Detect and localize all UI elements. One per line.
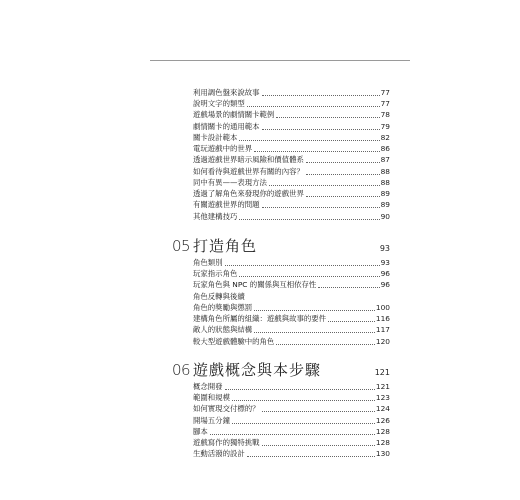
toc-entry bbox=[193, 257, 390, 268]
toc-entry-title: 遊戲場景的劇情關卡範例 bbox=[193, 110, 275, 119]
leader-dots bbox=[262, 129, 380, 130]
toc-entry-title: 說明文字的類型 bbox=[193, 99, 245, 108]
toc-entry-title: 關卡設計範本 bbox=[193, 133, 238, 142]
toc-entry-title: 玩家指示角色 bbox=[193, 269, 238, 278]
toc-entry-page: 88 bbox=[380, 178, 390, 187]
toc-entry-page: 124 bbox=[375, 404, 390, 413]
toc-entry bbox=[193, 98, 390, 109]
leader-dots bbox=[239, 276, 379, 277]
leader-dots bbox=[262, 207, 380, 208]
chapter-heading bbox=[172, 233, 390, 255]
toc-entry bbox=[193, 177, 390, 188]
toc-entry-title: 範圍和規模 bbox=[193, 393, 230, 402]
leader-dots bbox=[254, 310, 375, 311]
toc-entry bbox=[193, 87, 390, 98]
toc-entry bbox=[193, 109, 390, 120]
chapter-title: 遊戲概念與本步驟 bbox=[193, 361, 322, 379]
toc-entry-title: 腳本 bbox=[193, 427, 208, 436]
toc-entry-title: 同中有異——表現方法 bbox=[193, 178, 267, 187]
toc-entry bbox=[193, 381, 390, 392]
leader-dots bbox=[239, 219, 379, 220]
toc-entry bbox=[193, 154, 390, 165]
toc-entry-page: 128 bbox=[375, 427, 390, 436]
toc-entry bbox=[193, 324, 390, 335]
toc-entry-title: 利用調色盤來說故事 bbox=[193, 88, 260, 97]
toc-entry-page: 78 bbox=[380, 110, 390, 119]
toc-entry-title: 角色反轉與後續 bbox=[193, 292, 245, 301]
toc-entry-title: 概念開發 bbox=[193, 382, 223, 391]
toc-entry bbox=[193, 268, 390, 279]
leader-dots bbox=[276, 117, 379, 118]
toc-entry-title: 敵人的狀態與結構 bbox=[193, 325, 253, 334]
toc-entry-title: 角色類別 bbox=[193, 258, 223, 267]
leader-dots bbox=[232, 400, 375, 401]
toc-entry-page: 86 bbox=[380, 144, 390, 153]
toc-entry-page: 89 bbox=[380, 200, 390, 209]
chapter-heading bbox=[172, 357, 390, 379]
toc-entry-title: 開場五分鐘 bbox=[193, 416, 230, 425]
leader-dots bbox=[232, 423, 375, 424]
leader-dots bbox=[306, 162, 380, 163]
toc-entry bbox=[193, 199, 390, 210]
leader-dots bbox=[239, 140, 379, 141]
toc-entry-page: 89 bbox=[380, 189, 390, 198]
toc-entry-page: 123 bbox=[375, 393, 390, 402]
toc-entry-title: 劇情關卡的通用範本 bbox=[193, 122, 260, 131]
toc-entry-page: 93 bbox=[380, 258, 390, 267]
toc-entry-page: 117 bbox=[375, 325, 390, 334]
header-rule bbox=[150, 60, 410, 61]
toc-entry-title: 透過遊戲世界暗示風險和價值體系 bbox=[193, 155, 304, 164]
toc-entry bbox=[193, 302, 390, 313]
toc-entry-page: 120 bbox=[375, 337, 390, 346]
leader-dots bbox=[262, 445, 375, 446]
leader-dots bbox=[247, 106, 380, 107]
toc-entry-title: 建構角色所屬的組織：遊戲與故事的要件 bbox=[193, 314, 327, 323]
toc-entry-page: 88 bbox=[380, 167, 390, 176]
toc-entry-page: 82 bbox=[380, 133, 390, 142]
toc-entry bbox=[193, 279, 390, 290]
toc-entry-title: 其他建構技巧 bbox=[193, 212, 238, 221]
toc-entry bbox=[193, 188, 390, 199]
toc-entry-page: 121 bbox=[375, 382, 390, 391]
leader-dots bbox=[306, 196, 380, 197]
toc-entry-title: 生動活潑的設計 bbox=[193, 449, 245, 458]
toc-entry-title: 電玩遊戲中的世界 bbox=[193, 144, 253, 153]
toc-entry bbox=[193, 121, 390, 132]
toc-entry-title: 如何看待與遊戲世界有關的內容？ bbox=[193, 167, 304, 176]
leader-dots bbox=[306, 174, 380, 175]
leader-dots bbox=[254, 151, 379, 152]
toc-entry-page: 96 bbox=[380, 269, 390, 278]
toc-entry-page: 128 bbox=[375, 438, 390, 447]
toc-entry-page: 77 bbox=[380, 99, 390, 108]
toc-entry-title: 較大型遊戲體驗中的角色 bbox=[193, 337, 275, 346]
toc-entry-page: 116 bbox=[375, 314, 390, 323]
toc-entry bbox=[193, 415, 390, 426]
toc-entry-title: 有關遊戲世界的問題 bbox=[193, 200, 260, 209]
toc-entry-page: 90 bbox=[380, 212, 390, 221]
leader-dots bbox=[247, 456, 375, 457]
toc-entry-title: 玩家角色與 NPC 的關係與互相依存性 bbox=[193, 280, 317, 289]
leader-dots bbox=[262, 411, 375, 412]
toc-entry-page: 126 bbox=[375, 416, 390, 425]
leader-dots bbox=[225, 389, 375, 390]
toc-entry bbox=[193, 143, 390, 154]
toc-entry bbox=[193, 211, 390, 222]
chapter-page: 93 bbox=[379, 244, 390, 253]
toc-entry bbox=[193, 437, 390, 448]
toc-entry-page: 130 bbox=[375, 449, 390, 458]
toc-entry-page: 100 bbox=[375, 303, 390, 312]
toc-entry bbox=[193, 336, 390, 347]
toc-entry-page: 79 bbox=[380, 122, 390, 131]
toc-entry bbox=[193, 132, 390, 143]
toc-entry bbox=[193, 448, 390, 459]
chapter-number: 06 bbox=[172, 361, 191, 379]
toc-entry-title: 如何實現交付標的？ bbox=[193, 404, 260, 413]
leader-dots bbox=[328, 321, 375, 322]
leader-dots bbox=[254, 332, 375, 333]
toc-entry bbox=[193, 166, 390, 177]
toc-entry-title: 遊戲寫作的獨特挑戰 bbox=[193, 438, 260, 447]
leader-dots bbox=[269, 185, 380, 186]
leader-dots bbox=[225, 265, 380, 266]
chapter-page: 121 bbox=[374, 368, 390, 377]
chapter-number: 05 bbox=[172, 237, 191, 255]
toc-entry-page: 96 bbox=[380, 280, 390, 289]
leader-dots bbox=[210, 434, 375, 435]
chapter-title: 打造角色 bbox=[193, 237, 258, 255]
toc-entry bbox=[193, 392, 390, 403]
toc-entry bbox=[193, 426, 390, 437]
leader-dots bbox=[276, 344, 375, 345]
leader-dots bbox=[262, 95, 380, 96]
toc-entry bbox=[193, 291, 390, 302]
toc-entry bbox=[193, 403, 390, 414]
toc-entry bbox=[193, 313, 390, 324]
toc-entry-title: 角色的獎勵與懲罰 bbox=[193, 303, 253, 312]
toc-entry-title: 透過了解角色來發現你的遊戲世界 bbox=[193, 189, 304, 198]
leader-dots bbox=[318, 287, 379, 288]
toc-entry-page: 87 bbox=[380, 155, 390, 164]
toc-entry-page: 77 bbox=[380, 88, 390, 97]
